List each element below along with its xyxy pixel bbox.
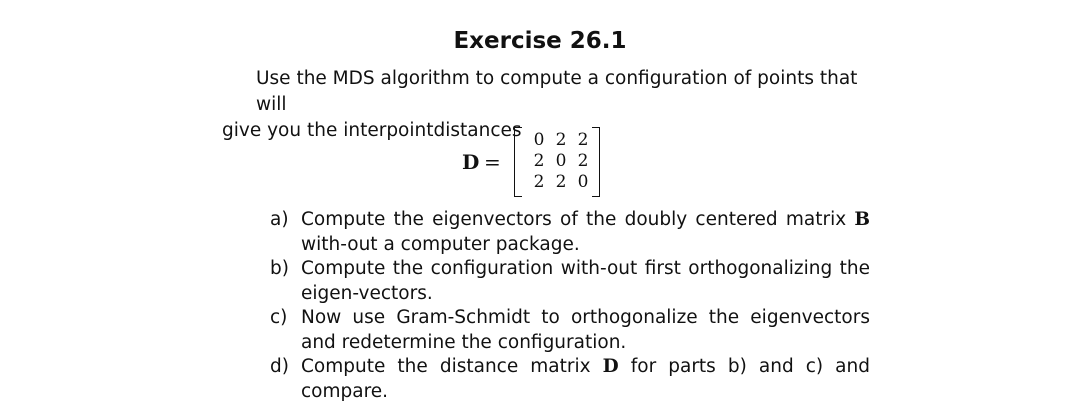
- part-text: for parts b) and c) and compare.: [301, 356, 870, 402]
- part-marker: d): [270, 356, 289, 377]
- matrix-left-bracket: [514, 127, 522, 197]
- matrix-row: [528, 151, 594, 172]
- matrix-cell: 2: [555, 172, 567, 192]
- matrix-right-bracket: [592, 127, 600, 197]
- part-text: with-out a computer package.: [301, 233, 580, 255]
- matrix-equals-sign: =: [484, 150, 501, 174]
- intro-line-2: give you the interpointdistances: [222, 120, 522, 141]
- exercise-part-a: [270, 208, 870, 257]
- matrix-cell: 2: [555, 130, 567, 150]
- matrix-cell: 2: [533, 172, 545, 192]
- matrix-cell: 0: [533, 130, 545, 150]
- part-text: Now use Gram-Schmidt to orthogonalize the eigenvectors and redetermine the configuration.: [301, 307, 870, 353]
- matrix-cell: 2: [577, 151, 589, 171]
- exercise-part-c: [270, 306, 870, 355]
- part-marker: b): [270, 258, 289, 279]
- distance-matrix: [462, 127, 632, 197]
- exercise-title: Exercise 26.1: [453, 28, 627, 54]
- part-text: Compute the eigenvectors of the doubly centered matrix: [301, 209, 855, 230]
- part-marker: a): [270, 209, 289, 230]
- exercise-part-d: [270, 355, 870, 404]
- matrix-label: D: [462, 150, 480, 174]
- part-marker: c): [270, 307, 288, 328]
- part-text: Compute the configuration with-out first orthogonalizing the eigen-vectors.: [301, 258, 870, 304]
- intro-line-1: Use the MDS algorithm to compute a configuration of points that will: [256, 68, 858, 115]
- part-symbol: B: [854, 209, 870, 230]
- matrix-row: [528, 130, 594, 151]
- matrix-cell: 2: [533, 151, 545, 171]
- matrix-cells: [528, 130, 594, 193]
- matrix-row: [528, 172, 594, 193]
- exercise-part-b: [270, 257, 870, 306]
- exercise-parts-list: [270, 208, 870, 404]
- matrix-cell: 0: [555, 151, 567, 171]
- matrix-cell: 0: [577, 172, 589, 192]
- part-symbol: D: [602, 356, 619, 377]
- matrix-cell: 2: [577, 130, 589, 150]
- part-text: Compute the distance matrix: [301, 356, 603, 377]
